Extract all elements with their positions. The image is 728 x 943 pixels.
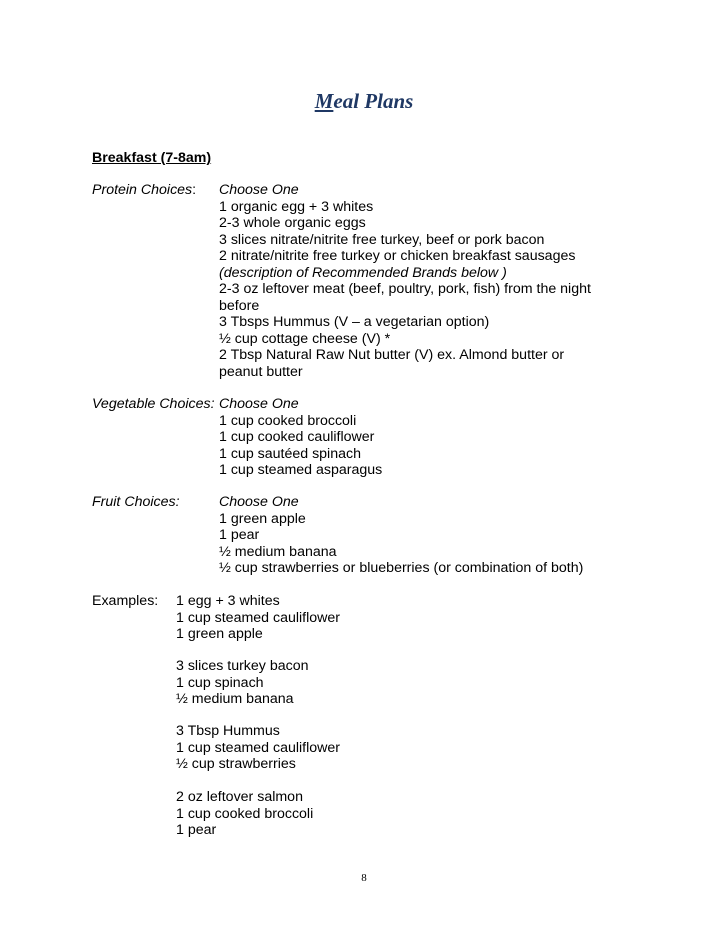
protein-item: 1 organic egg + 3 whites	[219, 198, 374, 215]
example-line: 1 cup steamed cauliflower	[176, 739, 341, 756]
example-line: 1 green apple	[176, 626, 263, 642]
protein-item: ½ cup cottage cheese (V) *	[219, 330, 391, 347]
vegetable-item: 1 cup steamed asparagus	[219, 462, 383, 478]
protein-item: 3 slices nitrate/nitrite free turkey, beef or pork bacon	[219, 231, 545, 248]
example-line: 1 egg + 3 whites	[176, 593, 280, 609]
fruit-label: Fruit Choices:	[92, 494, 180, 510]
protein-item-note: (description of Recommended Brands below )	[219, 264, 507, 281]
example-line: 1 cup cooked broccoli	[176, 805, 314, 822]
vegetable-label: Vegetable Choices:	[92, 396, 215, 412]
protein-choose-one: Choose One	[219, 182, 299, 198]
protein-item: 3 Tbsps Hummus (V – a vegetarian option)	[219, 314, 490, 330]
example-line: 3 slices turkey bacon	[176, 658, 309, 674]
vegetable-item: 1 cup sautéed spinach	[219, 445, 361, 462]
fruit-item: 1 pear	[219, 527, 260, 543]
protein-item: 2 nitrate/nitrite free turkey or chicken breakfast sausages	[219, 248, 576, 264]
examples-label: Examples:	[92, 593, 159, 609]
title-rest: eal Plans	[333, 89, 414, 113]
protein-item: 2-3 oz leftover meat (beef, poultry, pork, fish) from the night	[219, 281, 591, 297]
fruit-item: ½ medium banana	[219, 543, 337, 560]
breakfast-heading: Breakfast (7-8am)	[92, 150, 212, 166]
title-first-letter: M	[314, 89, 334, 113]
example-line: 1 cup spinach	[176, 674, 264, 691]
vegetable-item: 1 cup cooked cauliflower	[219, 429, 375, 445]
example-line: ½ cup strawberries	[176, 756, 296, 772]
vegetable-item: 1 cup cooked broccoli	[219, 412, 357, 429]
example-line: 3 Tbsp Hummus	[176, 723, 280, 739]
example-line: 1 cup steamed cauliflower	[176, 609, 341, 626]
protein-item: peanut butter	[219, 363, 303, 380]
example-line: 2 oz leftover salmon	[176, 789, 303, 805]
protein-label: Protein Choices:	[92, 182, 197, 198]
vegetable-choose-one: Choose One	[219, 396, 299, 412]
protein-item: before	[219, 297, 260, 314]
example-line: ½ medium banana	[176, 691, 294, 707]
page-number: 8	[361, 872, 367, 884]
example-line: 1 pear	[176, 822, 217, 838]
fruit-item: 1 green apple	[219, 510, 306, 527]
page-title	[0, 89, 728, 114]
fruit-choose-one: Choose One	[219, 494, 299, 510]
protein-item: 2-3 whole organic eggs	[219, 215, 366, 231]
protein-item: 2 Tbsp Natural Raw Nut butter (V) ex. Almond butter or	[219, 347, 565, 363]
fruit-item: ½ cup strawberries or blueberries (or combination of both)	[219, 560, 584, 576]
